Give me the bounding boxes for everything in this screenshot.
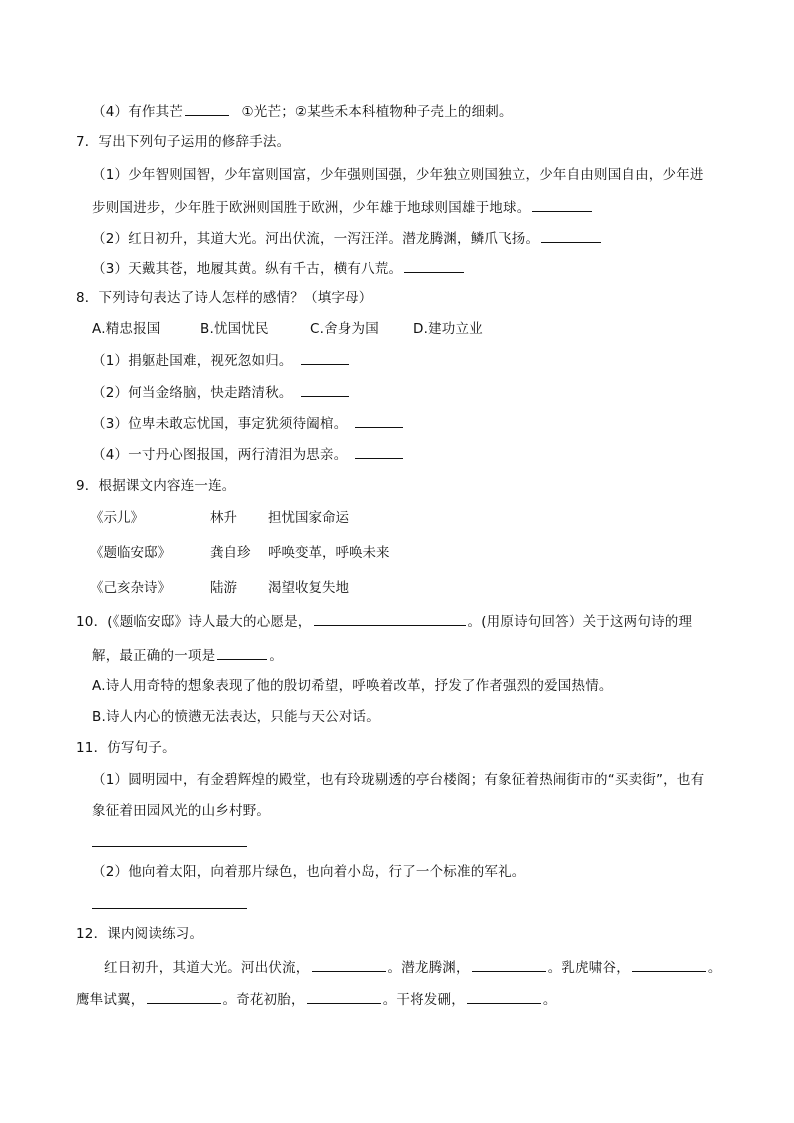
answer-blank[interactable] xyxy=(185,101,229,116)
q8-option-a: A.精忠报国 xyxy=(92,321,161,337)
q9-poet-1[interactable]: 林升 xyxy=(210,510,237,526)
q9-theme-2[interactable]: 呼唤变革，呼唤未来 xyxy=(268,545,390,561)
q10-option-a[interactable]: A.诗人用奇特的想象表现了他的殷切希望，呼唤着改革，抒发了作者强烈的爱国热情。 xyxy=(92,678,613,694)
q10-option-b[interactable]: B.诗人内心的愤懑无法表达，只能与天公对话。 xyxy=(92,709,380,725)
q12-line1 xyxy=(104,957,722,978)
q11-item1-line2: 象征着田园风光的山乡村野。 xyxy=(92,803,271,819)
q7-item1-text: 步则国进步，少年胜于欧洲则国胜于欧洲，少年雄于地球则国雄于地球。 xyxy=(92,200,531,216)
q8-item2 xyxy=(92,382,351,403)
q9-title: 9．根据课文内容连一连。 xyxy=(76,478,236,494)
q10-line1 xyxy=(76,611,692,632)
q7-title: 7．写出下列句子运用的修辞手法。 xyxy=(76,134,291,150)
q8-item1 xyxy=(92,350,351,371)
q10-prompt: 10．(《题临安邸》诗人最大的心愿是， xyxy=(76,614,312,630)
answer-blank[interactable] xyxy=(541,228,601,243)
q10-question: 解，最正确的一项是 xyxy=(92,648,216,664)
q8-title: 8．下列诗句表达了诗人怎样的感情？（填字母） xyxy=(76,290,373,306)
q10-period: 。 xyxy=(269,648,284,664)
answer-blank[interactable] xyxy=(355,444,403,459)
answer-blank[interactable] xyxy=(404,258,464,273)
q9-poet-2[interactable]: 龚自珍 xyxy=(210,545,251,561)
q9-theme-3[interactable]: 渴望收复失地 xyxy=(268,580,349,596)
q12-text: 。乳虎啸谷， xyxy=(547,960,630,976)
answer-blank[interactable] xyxy=(312,957,386,972)
q8-item2-text: （2）何当金络脑，快走踏清秋。 xyxy=(92,385,293,401)
answer-blank[interactable] xyxy=(632,957,706,972)
q7-item1-line1: （1）少年智则国智，少年富则国富，少年强则国强，少年独立则国独立，少年自由则国自由，少年进 xyxy=(92,167,704,183)
answer-blank[interactable] xyxy=(467,989,541,1004)
q11-item2-answer-line[interactable] xyxy=(92,908,247,909)
q9-poem-1[interactable]: 《示儿》 xyxy=(90,510,144,526)
q11-item1-answer-line[interactable] xyxy=(92,846,247,847)
q12-text: 。 xyxy=(707,960,722,976)
answer-blank[interactable] xyxy=(355,413,403,428)
answer-blank[interactable] xyxy=(301,350,349,365)
q8-option-b: B.忧国忧民 xyxy=(200,321,269,337)
q6-item4 xyxy=(92,101,513,122)
answer-blank[interactable] xyxy=(147,989,221,1004)
q7-item3 xyxy=(92,258,466,279)
q11-item1-line1: （1）圆明园中，有金碧辉煌的殿堂，也有玲珑剔透的亭台楼阁；有象征着热闹街市的“买卖街”，也有 xyxy=(92,772,705,788)
q10-line2 xyxy=(92,645,283,666)
q8-item4-text: （4）一寸丹心图报国，两行清泪为思亲。 xyxy=(92,447,348,463)
answer-blank[interactable] xyxy=(532,197,592,212)
q9-theme-1[interactable]: 担忧国家命运 xyxy=(268,510,349,526)
answer-blank[interactable] xyxy=(472,957,546,972)
answer-blank[interactable] xyxy=(217,645,267,660)
q7-item3-text: （3）天戴其苍，地履其黄。纵有千古，横有八荒。 xyxy=(92,261,403,277)
q12-text: 。奇花初胎， xyxy=(222,992,305,1008)
q12-text: 鹰隼试翼， xyxy=(76,992,145,1008)
answer-blank[interactable] xyxy=(301,382,349,397)
q12-text: 。潜龙腾渊， xyxy=(387,960,470,976)
q7-item2-text: （2）红日初升，其道大光。河出伏流，一泻汪洋。潜龙腾渊，鳞爪飞扬。 xyxy=(92,231,540,247)
q12-text: 。干将发硎， xyxy=(382,992,465,1008)
q10-prompt-cont: 。(用原诗句回答）关于这两句诗的理 xyxy=(467,614,693,630)
q11-item2: （2）他向着太阳，向着那片绿色，也向着小岛，行了一个标准的军礼。 xyxy=(92,864,526,880)
q8-item1-text: （1）捐躯赴国难，视死忽如归。 xyxy=(92,353,293,369)
q8-item4 xyxy=(92,444,405,465)
q8-item3-text: （3）位卑未敢忘忧国，事定犹须待阖棺。 xyxy=(92,416,348,432)
q9-poem-3[interactable]: 《己亥杂诗》 xyxy=(90,580,171,596)
q12-title: 12．课内阅读练习。 xyxy=(76,926,204,942)
q12-text: 。 xyxy=(542,992,557,1008)
q8-option-c: C.舍身为国 xyxy=(310,321,379,337)
q6-item4-definition: ①光芒；②某些禾本科植物种子壳上的细刺。 xyxy=(241,104,513,120)
q8-item3 xyxy=(92,413,405,434)
q7-item2 xyxy=(92,228,603,249)
answer-blank[interactable] xyxy=(307,989,381,1004)
q7-item1-line2 xyxy=(92,197,594,218)
q11-title: 11．仿写句子。 xyxy=(76,740,176,756)
q12-line2 xyxy=(76,989,557,1010)
q8-options xyxy=(92,319,483,339)
answer-blank[interactable] xyxy=(314,611,466,626)
q12-text: 红日初升，其道大光。河出伏流， xyxy=(104,960,310,976)
q6-item4-label: （4）有作其芒 xyxy=(92,104,183,120)
q9-poet-3[interactable]: 陆游 xyxy=(210,580,237,596)
q9-poem-2[interactable]: 《题临安邸》 xyxy=(90,545,171,561)
q8-option-d: D.建功立业 xyxy=(413,321,483,337)
